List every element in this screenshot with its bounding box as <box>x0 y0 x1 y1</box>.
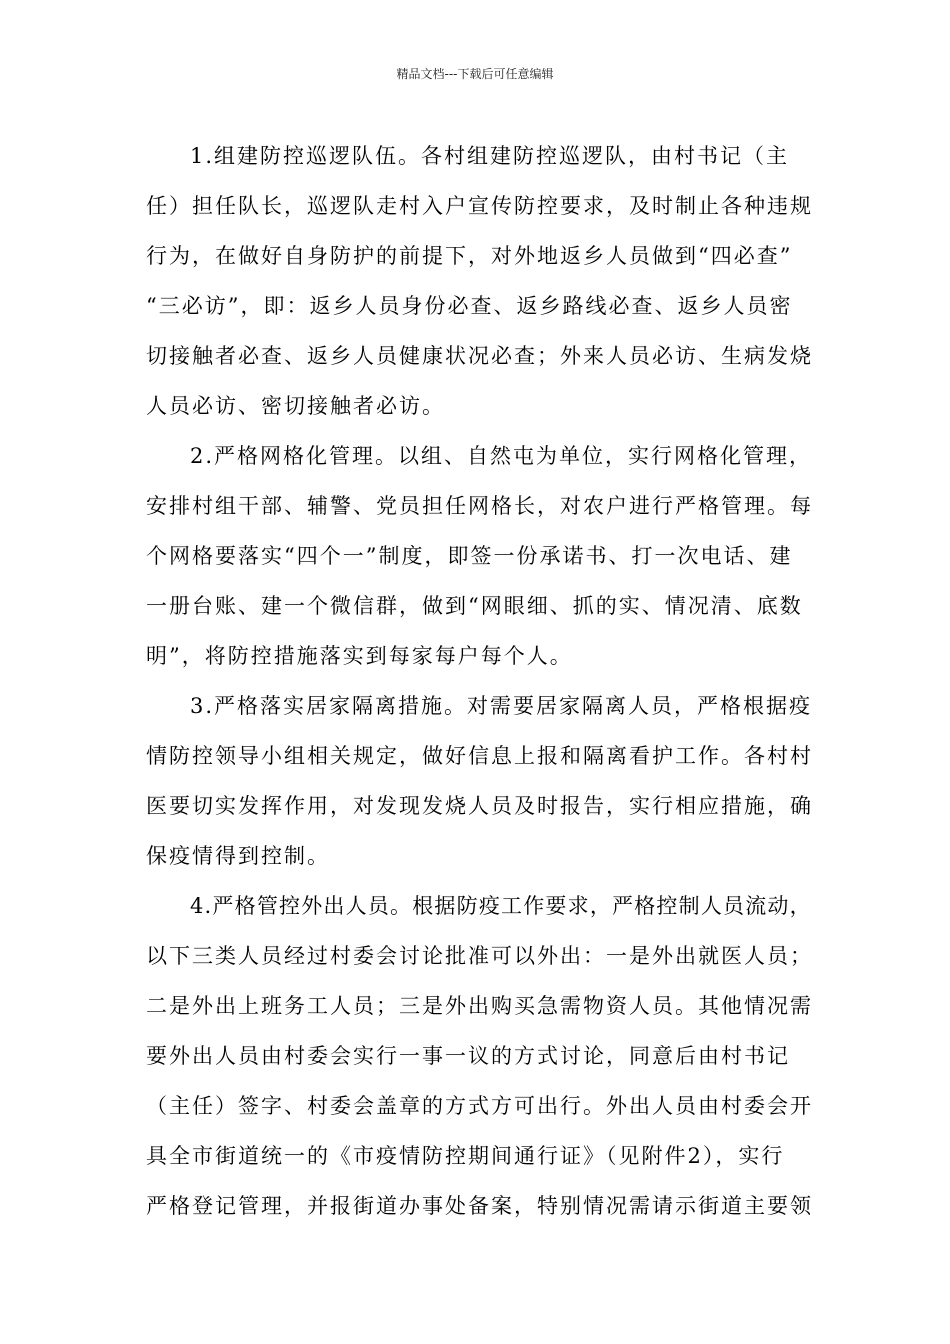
paragraph-line: 医要切实发挥作用，对发现发烧人员及时报告，实行相应措施，确 <box>146 794 813 818</box>
paragraph-line: 明”，将防控措施落实到每家每户每个人。 <box>146 644 573 668</box>
paragraph-1 <box>146 131 816 431</box>
paragraph-line: 保疫情得到控制。 <box>146 844 330 868</box>
paragraph-3 <box>146 681 816 881</box>
paragraph-line: “三必访”，即：返乡人员身份必查、返乡路线必查、返乡人员密 <box>146 294 793 318</box>
paragraph-line: 情防控领导小组相关规定，做好信息上报和隔离看护工作。各村村 <box>146 744 813 768</box>
paragraph-4 <box>146 881 816 1231</box>
paragraph-line: （主任）签字、村委会盖章的方式方可出行。外出人员由村委会开 <box>146 1094 813 1118</box>
paragraph-line: 4.严格管控外出人员。根据防疫工作要求，严格控制人员流动， <box>190 894 812 918</box>
paragraph-line: 切接触者必查、返乡人员健康状况必查；外来人员必访、生病发烧 <box>146 344 813 368</box>
document-body <box>146 131 816 1231</box>
paragraph-line: 行为，在做好自身防护的前提下，对外地返乡人员做到“四必查” <box>146 244 793 268</box>
paragraph-line: 二是外出上班务工人员；三是外出购买急需物资人员。其他情况需 <box>146 994 813 1018</box>
paragraph-line: 任）担任队长，巡逻队走村入户宣传防控要求，及时制止各种违规 <box>146 194 813 218</box>
paragraph-2 <box>146 431 816 681</box>
paragraph-line: 2.严格网格化管理。以组、自然屯为单位，实行网格化管理， <box>190 444 813 468</box>
paragraph-line: 一册台账、建一个微信群，做到“网眼细、抓的实、情况清、底数 <box>146 594 803 618</box>
paragraph-line: 个网格要落实“四个一”制度，即签一份承诺书、打一次电话、建 <box>146 544 793 568</box>
paragraph-line: 要外出人员由村委会实行一事一议的方式讨论，同意后由村书记 <box>146 1044 790 1068</box>
paragraph-line: 人员必访、密切接触者必访。 <box>146 394 445 418</box>
paragraph-line: 3.严格落实居家隔离措施。对需要居家隔离人员，严格根据疫 <box>190 694 813 718</box>
paragraph-line: 1.组建防控巡逻队伍。各村组建防控巡逻队，由村书记（主 <box>190 144 790 168</box>
paragraph-line: 具全市街道统一的《市疫情防控期间通行证》（见附件2），实行 <box>146 1144 785 1168</box>
paragraph-line: 安排村组干部、辅警、党员担任网格长，对农户进行严格管理。每 <box>146 494 813 518</box>
paragraph-line: 以下三类人员经过村委会讨论批准可以外出：一是外出就医人员； <box>146 944 813 968</box>
paragraph-line: 严格登记管理，并报街道办事处备案，特别情况需请示街道主要领 <box>146 1194 813 1218</box>
page-header: 精品文档---下载后可任意编辑 <box>396 67 554 81</box>
